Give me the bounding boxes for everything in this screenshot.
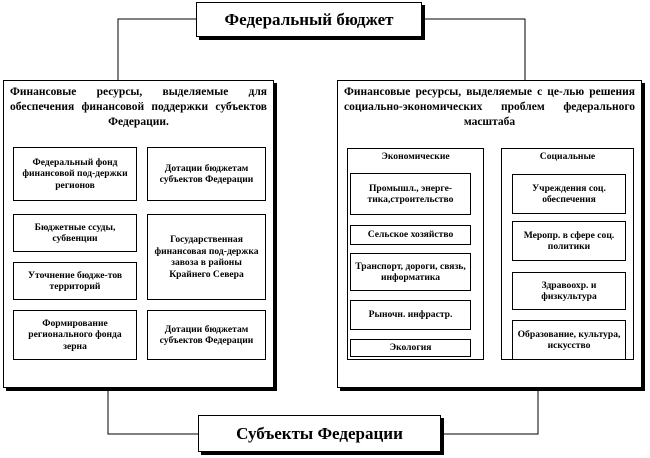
social-header: Социальные [501, 148, 634, 165]
left-item-2: Дотации бюджетам субъектов Федерации [147, 147, 266, 201]
connector-top-right [422, 19, 525, 80]
left-item-3: Бюджетные ссуды, субвенции [13, 214, 137, 252]
federal-budget-label: Федеральный бюджет [224, 9, 394, 29]
federation-subjects-label: Субъекты Федерации [236, 423, 403, 443]
social-item-1: Учреждения соц. обеспечения [512, 174, 626, 214]
left-item-6: Формирование регионального фонда зерна [13, 310, 137, 360]
social-item-3: Здравоохр. и физкультура [512, 272, 626, 310]
economic-item-5: Экология [350, 339, 471, 357]
left-item-7: Дотации бюджетам субъектов Федерации [147, 310, 266, 360]
social-item-4: Образование, культура, искусство [512, 320, 626, 360]
right-panel-title: Финансовые ресурсы, выделяемые с це-лью решения социально-экономических проблем федерального масштаба [344, 86, 635, 128]
economic-item-2: Сельское хозяйство [350, 225, 471, 245]
left-item-4: Государственная финансовая под-держка завоза в районы Крайнего Севера [147, 214, 266, 300]
left-item-1: Федеральный фонд финансовой под-держки регионов [13, 147, 137, 201]
economic-item-3: Транспорт, дороги, связь, информатика [350, 253, 471, 291]
left-panel-title: Финансовые ресурсы, выделяемые для обеспечения финансовой поддержки субъектов Федерации. [10, 86, 267, 128]
connector-bottom-right [441, 389, 538, 434]
economic-header: Экономические [347, 148, 484, 165]
social-item-2: Меропр. в сфере соц. политики [512, 221, 626, 261]
left-item-5: Уточнение бюдже-тов территорий [13, 262, 137, 300]
economic-item-4: Рыночн. инфрастр. [350, 300, 471, 330]
federal-budget-box [196, 2, 422, 37]
federation-subjects-box [198, 415, 441, 452]
connector-bottom-left [108, 389, 198, 434]
connector-top-left [118, 19, 196, 80]
economic-item-1: Промышл., энерге-тика,строительство [350, 173, 471, 215]
